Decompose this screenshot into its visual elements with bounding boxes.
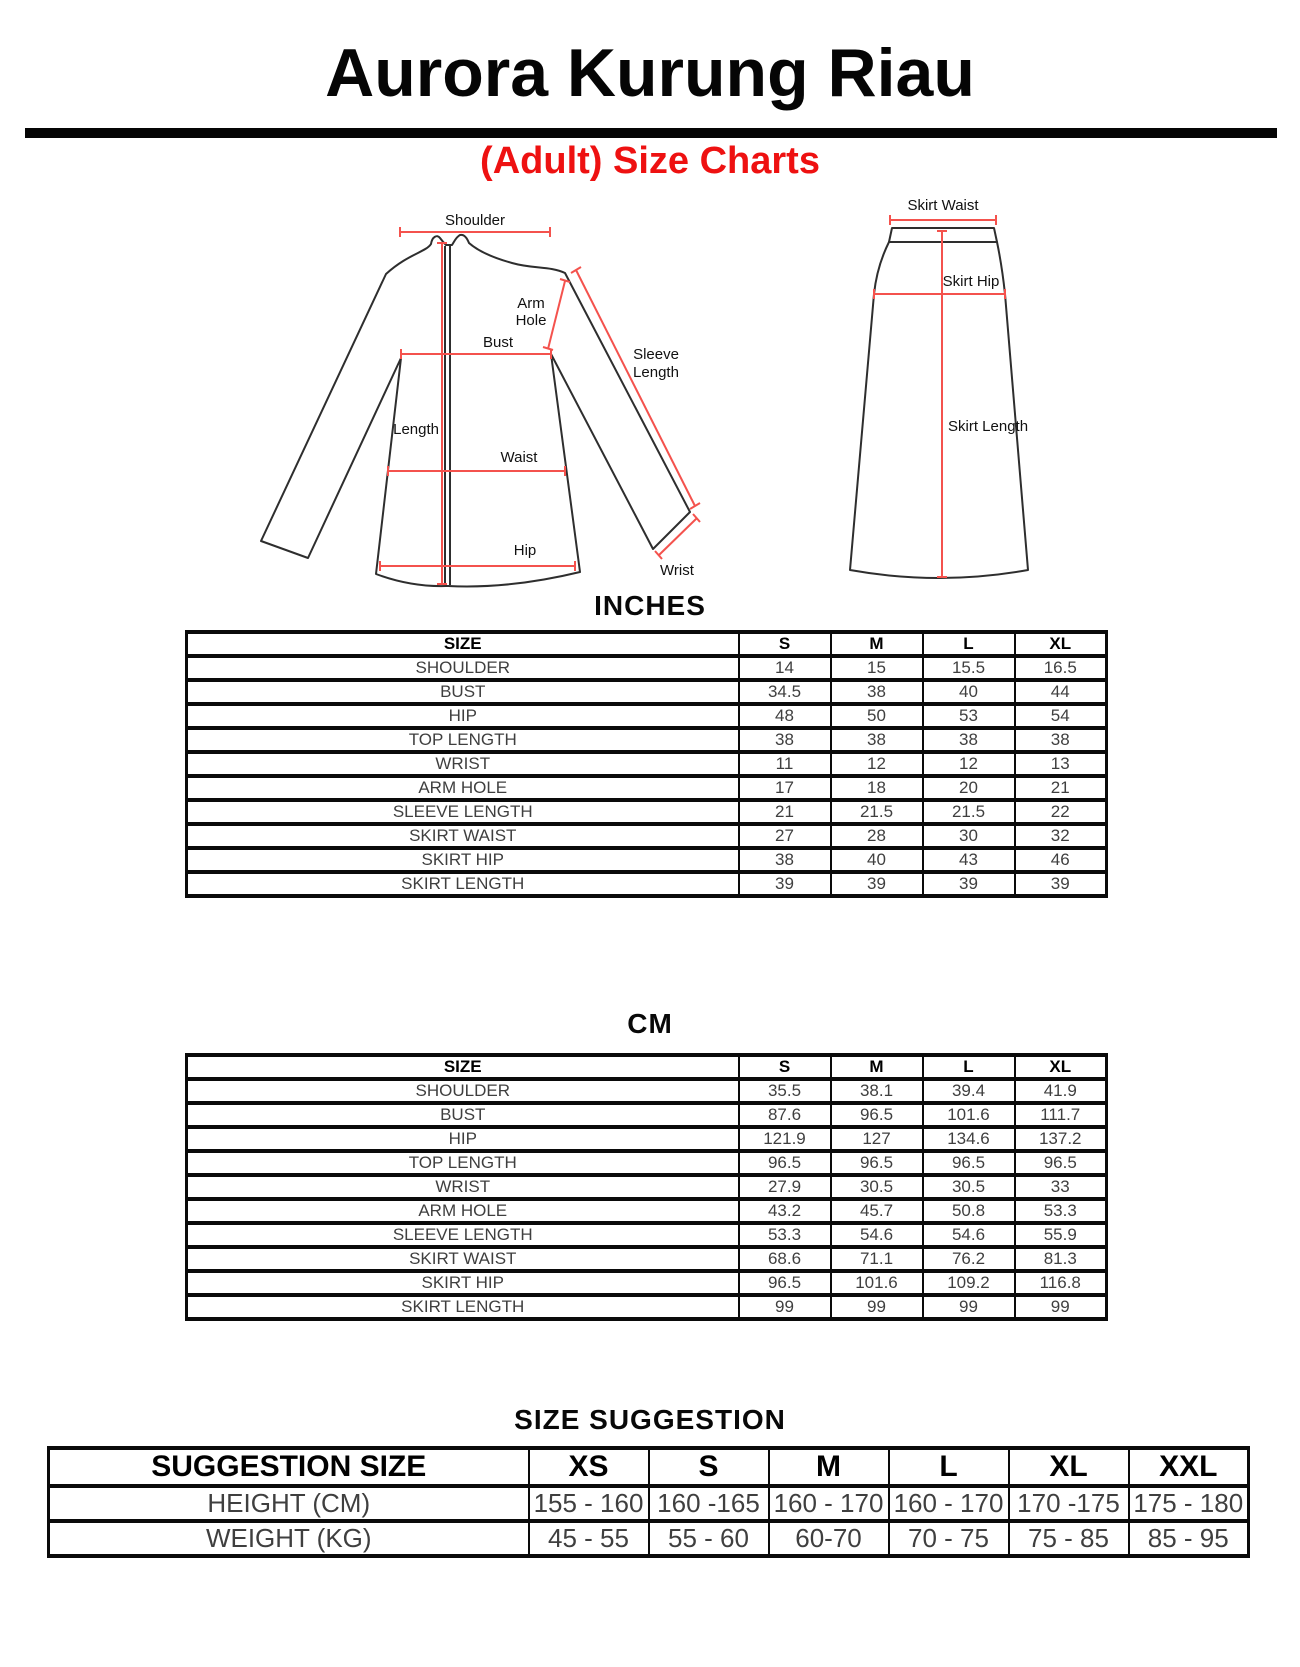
row-label: ARM HOLE bbox=[187, 1199, 739, 1223]
cell: 53.3 bbox=[739, 1223, 831, 1247]
column-header: L bbox=[923, 1055, 1015, 1079]
cell: 39 bbox=[923, 872, 1015, 896]
column-header: SUGGESTION SIZE bbox=[49, 1448, 529, 1486]
table-row bbox=[187, 680, 1107, 704]
inches-table bbox=[185, 630, 1108, 898]
cell: 96.5 bbox=[831, 1151, 923, 1175]
cell: 13 bbox=[1015, 752, 1107, 776]
cell: 40 bbox=[923, 680, 1015, 704]
cell: 99 bbox=[831, 1295, 923, 1319]
cell: 109.2 bbox=[923, 1271, 1015, 1295]
skirt-outline bbox=[850, 242, 1028, 578]
table-row bbox=[187, 872, 1107, 896]
row-label: TOP LENGTH bbox=[187, 728, 739, 752]
cell: 60-70 bbox=[769, 1521, 889, 1556]
table-row bbox=[187, 1295, 1107, 1319]
page-title: Aurora Kurung Riau bbox=[325, 35, 975, 111]
cell: 11 bbox=[739, 752, 831, 776]
cell: 12 bbox=[923, 752, 1015, 776]
cell: 44 bbox=[1015, 680, 1107, 704]
row-label: SLEEVE LENGTH bbox=[187, 1223, 739, 1247]
table-row bbox=[187, 1079, 1107, 1103]
skirt-length-label: Skirt Length bbox=[948, 418, 1029, 435]
cell: 45.7 bbox=[831, 1199, 923, 1223]
column-header: XL bbox=[1015, 1055, 1107, 1079]
cell: 54.6 bbox=[923, 1223, 1015, 1247]
armhole-label-line1: Arm bbox=[517, 295, 545, 312]
row-label: BUST bbox=[187, 680, 739, 704]
row-label: WEIGHT (KG) bbox=[49, 1521, 529, 1556]
cell: 12 bbox=[831, 752, 923, 776]
cell: 75 - 85 bbox=[1009, 1521, 1129, 1556]
cell: 41.9 bbox=[1015, 1079, 1107, 1103]
row-label: SKIRT WAIST bbox=[187, 824, 739, 848]
cell: 96.5 bbox=[1015, 1151, 1107, 1175]
table-row bbox=[187, 1271, 1107, 1295]
row-label: TOP LENGTH bbox=[187, 1151, 739, 1175]
cell: 71.1 bbox=[831, 1247, 923, 1271]
cell: 160 -165 bbox=[649, 1486, 769, 1521]
table-row bbox=[187, 824, 1107, 848]
size-suggestion-table bbox=[47, 1446, 1250, 1558]
table-row bbox=[187, 1223, 1107, 1247]
row-label: ARM HOLE bbox=[187, 776, 739, 800]
column-header: M bbox=[831, 632, 923, 656]
cell: 99 bbox=[739, 1295, 831, 1319]
cell: 38 bbox=[739, 728, 831, 752]
cell: 40 bbox=[831, 848, 923, 872]
sleeve-label-line1: Sleeve bbox=[633, 346, 679, 363]
table-row bbox=[187, 752, 1107, 776]
row-label: WRIST bbox=[187, 1175, 739, 1199]
cell: 15.5 bbox=[923, 656, 1015, 680]
cell: 22 bbox=[1015, 800, 1107, 824]
column-header: S bbox=[739, 1055, 831, 1079]
header-row bbox=[49, 1448, 1249, 1486]
row-label: SHOULDER bbox=[187, 656, 739, 680]
cell: 160 - 170 bbox=[769, 1486, 889, 1521]
cell: 96.5 bbox=[739, 1271, 831, 1295]
cell: 20 bbox=[923, 776, 1015, 800]
cell: 96.5 bbox=[831, 1103, 923, 1127]
row-label: SKIRT WAIST bbox=[187, 1247, 739, 1271]
cell: 55 - 60 bbox=[649, 1521, 769, 1556]
length-label: Length bbox=[393, 421, 439, 438]
cell: 116.8 bbox=[1015, 1271, 1107, 1295]
table-row bbox=[187, 1199, 1107, 1223]
cell: 32 bbox=[1015, 824, 1107, 848]
hip-label: Hip bbox=[513, 542, 537, 559]
cell: 70 - 75 bbox=[889, 1521, 1009, 1556]
cell: 137.2 bbox=[1015, 1127, 1107, 1151]
cell: 99 bbox=[923, 1295, 1015, 1319]
table-row bbox=[187, 1175, 1107, 1199]
row-label: SKIRT LENGTH bbox=[187, 872, 739, 896]
shoulder-label: Shoulder bbox=[444, 212, 506, 229]
cell: 27 bbox=[739, 824, 831, 848]
cell: 30.5 bbox=[831, 1175, 923, 1199]
column-header: M bbox=[831, 1055, 923, 1079]
inches-heading: INCHES bbox=[594, 590, 706, 621]
cell: 54.6 bbox=[831, 1223, 923, 1247]
cell: 53 bbox=[923, 704, 1015, 728]
cell: 170 -175 bbox=[1009, 1486, 1129, 1521]
cell: 50 bbox=[831, 704, 923, 728]
cell: 39 bbox=[1015, 872, 1107, 896]
column-header: M bbox=[769, 1448, 889, 1486]
table-row bbox=[187, 848, 1107, 872]
table-row bbox=[187, 1151, 1107, 1175]
table-row bbox=[187, 656, 1107, 680]
column-header: L bbox=[889, 1448, 1009, 1486]
cell: 16.5 bbox=[1015, 656, 1107, 680]
cell: 54 bbox=[1015, 704, 1107, 728]
cell: 81.3 bbox=[1015, 1247, 1107, 1271]
row-label: SHOULDER bbox=[187, 1079, 739, 1103]
cell: 39.4 bbox=[923, 1079, 1015, 1103]
table-row bbox=[187, 704, 1107, 728]
cell: 96.5 bbox=[739, 1151, 831, 1175]
cm-table bbox=[185, 1053, 1108, 1321]
column-header: S bbox=[739, 632, 831, 656]
table-row bbox=[187, 728, 1107, 752]
column-header: S bbox=[649, 1448, 769, 1486]
table-row bbox=[49, 1521, 1249, 1556]
cell: 35.5 bbox=[739, 1079, 831, 1103]
table-row bbox=[187, 1127, 1107, 1151]
cell: 87.6 bbox=[739, 1103, 831, 1127]
table-row bbox=[187, 1103, 1107, 1127]
skirt-hip-label: Skirt Hip bbox=[942, 273, 1000, 290]
cell: 38.1 bbox=[831, 1079, 923, 1103]
cell: 21 bbox=[739, 800, 831, 824]
cell: 38 bbox=[923, 728, 1015, 752]
column-header: XXL bbox=[1129, 1448, 1249, 1486]
cell: 175 - 180 bbox=[1129, 1486, 1249, 1521]
cm-heading: CM bbox=[627, 1008, 673, 1039]
column-header: XS bbox=[529, 1448, 649, 1486]
wrist-label: Wrist bbox=[660, 562, 694, 579]
cell: 38 bbox=[739, 848, 831, 872]
row-label: HIP bbox=[187, 704, 739, 728]
cell: 101.6 bbox=[923, 1103, 1015, 1127]
row-label: SKIRT LENGTH bbox=[187, 1295, 739, 1319]
cell: 101.6 bbox=[831, 1271, 923, 1295]
table-row bbox=[187, 776, 1107, 800]
table-row bbox=[187, 800, 1107, 824]
cell: 21.5 bbox=[923, 800, 1015, 824]
cell: 30 bbox=[923, 824, 1015, 848]
cell: 38 bbox=[1015, 728, 1107, 752]
row-label: WRIST bbox=[187, 752, 739, 776]
cell: 28 bbox=[831, 824, 923, 848]
waist-label: Waist bbox=[500, 449, 538, 466]
cell: 17 bbox=[739, 776, 831, 800]
cell: 50.8 bbox=[923, 1199, 1015, 1223]
column-header: SIZE bbox=[187, 632, 739, 656]
column-header: XL bbox=[1015, 632, 1107, 656]
header-row bbox=[187, 1055, 1107, 1079]
cell: 27.9 bbox=[739, 1175, 831, 1199]
row-label: HIP bbox=[187, 1127, 739, 1151]
cell: 14 bbox=[739, 656, 831, 680]
cell: 38 bbox=[831, 728, 923, 752]
cell: 85 - 95 bbox=[1129, 1521, 1249, 1556]
skirt-diagram-svg bbox=[790, 186, 1050, 592]
cell: 30.5 bbox=[923, 1175, 1015, 1199]
cell: 76.2 bbox=[923, 1247, 1015, 1271]
cell: 99 bbox=[1015, 1295, 1107, 1319]
cell: 160 - 170 bbox=[889, 1486, 1009, 1521]
column-header: SIZE bbox=[187, 1055, 739, 1079]
cell: 21 bbox=[1015, 776, 1107, 800]
cell: 39 bbox=[831, 872, 923, 896]
cell: 96.5 bbox=[923, 1151, 1015, 1175]
bust-label: Bust bbox=[482, 334, 514, 351]
header-row bbox=[187, 632, 1107, 656]
cell: 48 bbox=[739, 704, 831, 728]
row-label: SKIRT HIP bbox=[187, 848, 739, 872]
row-label: SLEEVE LENGTH bbox=[187, 800, 739, 824]
skirt-measurement-diagram bbox=[790, 186, 1050, 592]
cell: 43 bbox=[923, 848, 1015, 872]
column-header: L bbox=[923, 632, 1015, 656]
row-label: HEIGHT (CM) bbox=[49, 1486, 529, 1521]
cell: 134.6 bbox=[923, 1127, 1015, 1151]
cell: 34.5 bbox=[739, 680, 831, 704]
armhole-label-line2: Hole bbox=[515, 312, 547, 329]
cell: 39 bbox=[739, 872, 831, 896]
column-header: XL bbox=[1009, 1448, 1129, 1486]
page-subtitle: (Adult) Size Charts bbox=[480, 140, 820, 182]
skirt-waist-label: Skirt Waist bbox=[907, 197, 979, 214]
size-suggestion-heading: SIZE SUGGESTION bbox=[514, 1404, 786, 1435]
sleeve-label-line2: Length bbox=[633, 364, 679, 381]
cell: 155 - 160 bbox=[529, 1486, 649, 1521]
cell: 127 bbox=[831, 1127, 923, 1151]
cell: 68.6 bbox=[739, 1247, 831, 1271]
cell: 15 bbox=[831, 656, 923, 680]
cell: 53.3 bbox=[1015, 1199, 1107, 1223]
cell: 55.9 bbox=[1015, 1223, 1107, 1247]
cell: 38 bbox=[831, 680, 923, 704]
cell: 33 bbox=[1015, 1175, 1107, 1199]
cell: 45 - 55 bbox=[529, 1521, 649, 1556]
table-row bbox=[187, 1247, 1107, 1271]
cell: 46 bbox=[1015, 848, 1107, 872]
blouse-outline bbox=[261, 235, 690, 587]
cell: 21.5 bbox=[831, 800, 923, 824]
blouse-diagram-svg bbox=[228, 186, 702, 592]
cell: 43.2 bbox=[739, 1199, 831, 1223]
cell: 111.7 bbox=[1015, 1103, 1107, 1127]
cell: 18 bbox=[831, 776, 923, 800]
blouse-measurement-diagram bbox=[228, 186, 702, 592]
table-row bbox=[49, 1486, 1249, 1521]
title-divider-bar bbox=[25, 128, 1277, 138]
cell: 121.9 bbox=[739, 1127, 831, 1151]
row-label: BUST bbox=[187, 1103, 739, 1127]
row-label: SKIRT HIP bbox=[187, 1271, 739, 1295]
